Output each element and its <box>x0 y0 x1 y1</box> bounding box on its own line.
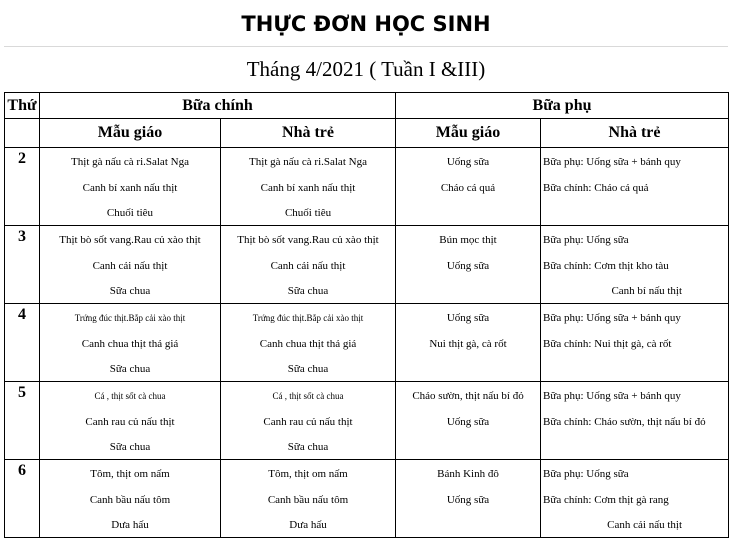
header-main-nursery: Nhà trẻ <box>221 119 396 148</box>
side-kindergarten-cell <box>396 512 541 538</box>
table-row <box>5 382 729 410</box>
main-nursery-cell: Sữa chua <box>221 278 396 304</box>
main-kindergarten-cell: Thịt bò sốt vang.Rau củ xào thịt <box>40 226 221 254</box>
table-row <box>5 331 729 356</box>
day-cell <box>5 512 40 538</box>
day-cell <box>5 434 40 460</box>
side-nursery-cell <box>541 356 729 382</box>
main-kindergarten-cell: Chuối tiêu <box>40 200 221 226</box>
main-nursery-cell: Thịt bò sốt vang.Rau củ xào thịt <box>221 226 396 254</box>
side-nursery-cell: Bữa phụ: Uống sữa <box>541 460 729 488</box>
side-nursery-cell: Bữa chính: Nui thịt gà, cà rốt <box>541 331 729 356</box>
main-kindergarten-cell: Dưa hấu <box>40 512 221 538</box>
table-row <box>5 175 729 200</box>
side-kindergarten-cell <box>396 434 541 460</box>
header-side-meal: Bữa phụ <box>396 93 729 119</box>
table-row <box>5 487 729 512</box>
main-nursery-cell: Sữa chua <box>221 434 396 460</box>
side-kindergarten-cell: Bánh Kinh đô <box>396 460 541 488</box>
header-day: Thứ <box>5 93 40 119</box>
side-nursery-cell: Bữa chính: Cơm thịt kho tàu <box>541 253 729 278</box>
main-kindergarten-cell: Tôm, thịt om nấm <box>40 460 221 488</box>
side-kindergarten-cell <box>396 200 541 226</box>
main-kindergarten-cell: Canh rau củ nấu thịt <box>40 409 221 434</box>
side-nursery-cell: Bữa chính: Cháo cá quả <box>541 175 729 200</box>
side-nursery-cell: Bữa phụ: Uống sữa + bánh quy <box>541 148 729 176</box>
main-nursery-cell: Tôm, thịt om nấm <box>221 460 396 488</box>
main-kindergarten-cell: Sữa chua <box>40 356 221 382</box>
main-kindergarten-cell: Canh cải nấu thịt <box>40 253 221 278</box>
day-cell <box>5 253 40 278</box>
header-row-2 <box>5 119 729 148</box>
page-title: THỰC ĐƠN HỌC SINH <box>4 2 728 47</box>
side-nursery-cell: Bữa phụ: Uống sữa <box>541 226 729 254</box>
day-cell <box>5 175 40 200</box>
table-row <box>5 460 729 488</box>
main-nursery-cell: Sữa chua <box>221 356 396 382</box>
side-nursery-cell: Canh cải nấu thịt <box>541 512 729 538</box>
main-kindergarten-cell: Trứng đúc thịt.Bắp cải xào thịt <box>40 304 221 332</box>
table-row <box>5 278 729 304</box>
table-row <box>5 148 729 176</box>
side-kindergarten-cell <box>396 356 541 382</box>
side-kindergarten-cell: Uống sữa <box>396 148 541 176</box>
table-row <box>5 200 729 226</box>
day-cell <box>5 200 40 226</box>
table-row <box>5 356 729 382</box>
header-side-kindergarten: Mẫu giáo <box>396 119 541 148</box>
side-nursery-cell: Bữa phụ: Uống sữa + bánh quy <box>541 304 729 332</box>
day-cell <box>5 487 40 512</box>
day-cell: 2 <box>5 148 40 176</box>
menu-table <box>4 92 729 538</box>
side-nursery-cell: Canh bí nấu thịt <box>541 278 729 304</box>
side-kindergarten-cell: Uống sữa <box>396 487 541 512</box>
side-kindergarten-cell: Cháo cá quả <box>396 175 541 200</box>
header-row-1 <box>5 93 729 119</box>
day-cell <box>5 356 40 382</box>
side-nursery-cell <box>541 200 729 226</box>
menu-sheet <box>4 2 728 546</box>
side-kindergarten-cell: Cháo sườn, thịt nấu bí đỏ <box>396 382 541 410</box>
main-nursery-cell: Canh bầu nấu tôm <box>221 487 396 512</box>
table-row <box>5 304 729 332</box>
day-cell <box>5 409 40 434</box>
main-nursery-cell: Dưa hấu <box>221 512 396 538</box>
header-main-meal: Bữa chính <box>40 93 396 119</box>
side-nursery-cell: Bữa chính: Cơm thịt gà rang <box>541 487 729 512</box>
header-side-nursery: Nhà trẻ <box>541 119 729 148</box>
page-subtitle: Tháng 4/2021 ( Tuần I &III) <box>4 46 728 93</box>
day-cell: 3 <box>5 226 40 254</box>
main-kindergarten-cell: Thịt gà nấu cà ri.Salat Nga <box>40 148 221 176</box>
side-kindergarten-cell: Bún mọc thịt <box>396 226 541 254</box>
main-kindergarten-cell: Sữa chua <box>40 278 221 304</box>
side-nursery-cell <box>541 434 729 460</box>
side-nursery-cell: Bữa chính: Cháo sườn, thịt nấu bí đỏ <box>541 409 729 434</box>
table-row <box>5 253 729 278</box>
side-kindergarten-cell: Uống sữa <box>396 304 541 332</box>
main-nursery-cell: Canh cải nấu thịt <box>221 253 396 278</box>
day-cell: 6 <box>5 460 40 488</box>
day-cell <box>5 331 40 356</box>
table-row <box>5 226 729 254</box>
main-kindergarten-cell: Canh bí xanh nấu thịt <box>40 175 221 200</box>
main-nursery-cell: Thịt gà nấu cà ri.Salat Nga <box>221 148 396 176</box>
table-row <box>5 512 729 538</box>
main-kindergarten-cell: Sữa chua <box>40 434 221 460</box>
main-nursery-cell: Chuối tiêu <box>221 200 396 226</box>
header-main-kindergarten: Mẫu giáo <box>40 119 221 148</box>
day-cell <box>5 278 40 304</box>
main-nursery-cell: Canh rau củ nấu thịt <box>221 409 396 434</box>
main-kindergarten-cell: Cá , thịt sốt cà chua <box>40 382 221 410</box>
side-kindergarten-cell: Uống sữa <box>396 409 541 434</box>
day-cell: 5 <box>5 382 40 410</box>
table-row <box>5 409 729 434</box>
main-kindergarten-cell: Canh chua thịt thả giá <box>40 331 221 356</box>
side-kindergarten-cell: Uống sữa <box>396 253 541 278</box>
main-kindergarten-cell: Canh bầu nấu tôm <box>40 487 221 512</box>
main-nursery-cell: Cá , thịt sốt cà chua <box>221 382 396 410</box>
main-nursery-cell: Canh chua thịt thả giá <box>221 331 396 356</box>
side-kindergarten-cell <box>396 278 541 304</box>
side-nursery-cell: Bữa phụ: Uống sữa + bánh quy <box>541 382 729 410</box>
main-nursery-cell: Canh bí xanh nấu thịt <box>221 175 396 200</box>
main-nursery-cell: Trứng đúc thịt.Bắp cải xào thịt <box>221 304 396 332</box>
header-day-blank <box>5 119 40 148</box>
day-cell: 4 <box>5 304 40 332</box>
side-kindergarten-cell: Nui thịt gà, cà rốt <box>396 331 541 356</box>
table-row <box>5 434 729 460</box>
